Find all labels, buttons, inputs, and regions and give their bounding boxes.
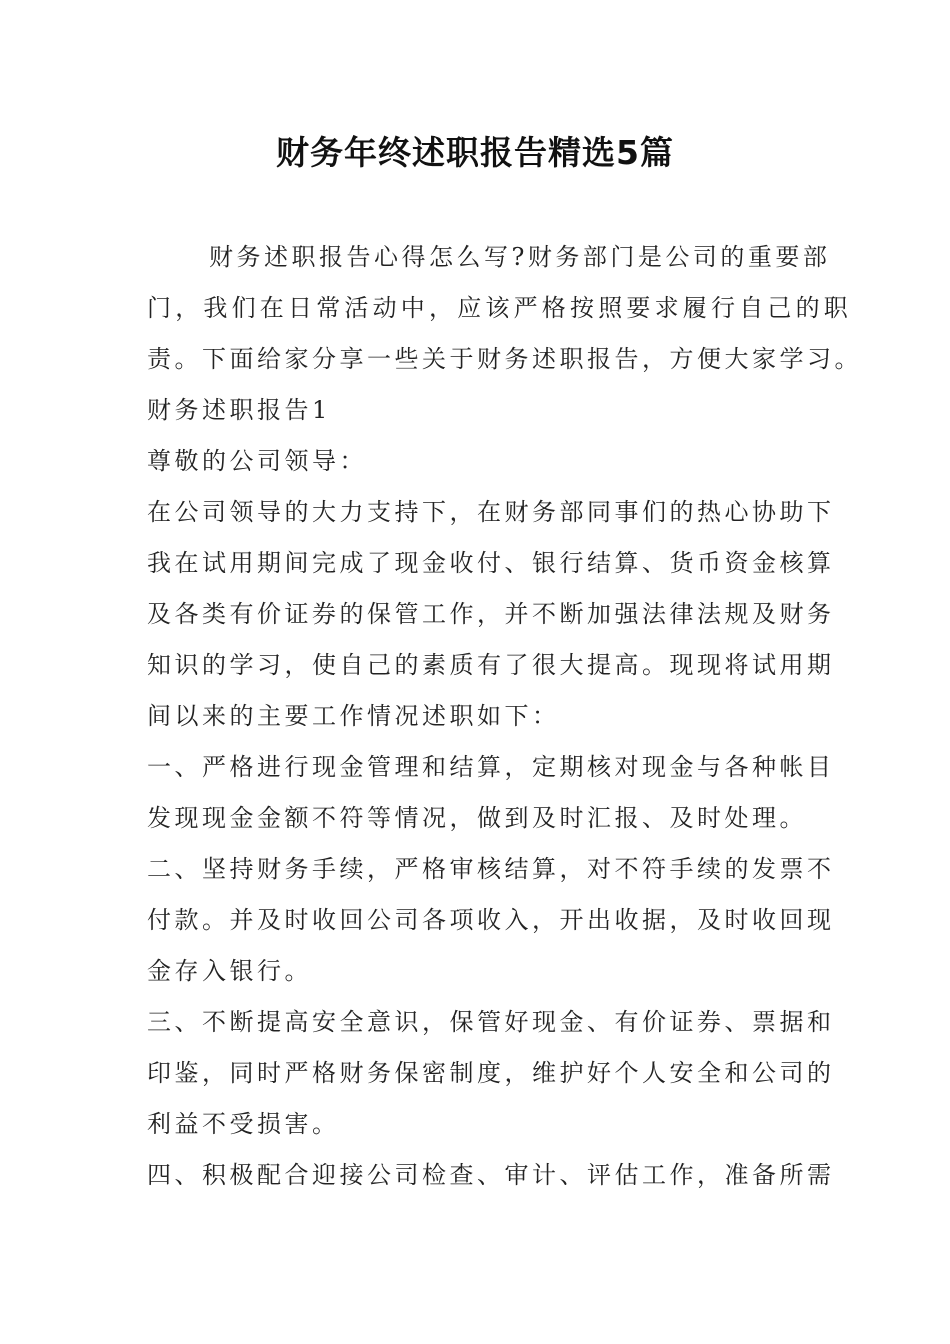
list-item-line: 三、不断提高安全意识，保管好现金、有价证券、票据和 <box>147 1008 835 1036</box>
salutation: 尊敬的公司领导： <box>147 447 367 475</box>
paragraph-line: 责。下面给家分享一些关于财务述职报告，方便大家学习。 <box>147 345 862 373</box>
list-item-line: 一、严格进行现金管理和结算，定期核对现金与各种帐目 <box>147 753 835 781</box>
list-item-line: 金存入银行。 <box>147 957 312 985</box>
list-item-line: 二、坚持财务手续，严格审核结算，对不符手续的发票不 <box>147 855 835 883</box>
paragraph-line: 知识的学习，使自己的素质有了很大提高。现现将试用期 <box>147 651 835 679</box>
document-title: 财务年终述职报告精选5篇 <box>276 133 674 172</box>
list-item-line: 印鉴，同时严格财务保密制度，维护好个人安全和公司的 <box>147 1059 835 1087</box>
list-item-line: 发现现金金额不符等情况，做到及时汇报、及时处理。 <box>147 804 807 832</box>
paragraph-line: 及各类有价证券的保管工作，并不断加强法律法规及财务 <box>147 600 835 628</box>
list-item-line: 利益不受损害。 <box>147 1110 340 1138</box>
paragraph-line: 财务述职报告心得怎么写?财务部门是公司的重要部 <box>209 243 831 271</box>
section-heading: 财务述职报告1 <box>147 396 331 424</box>
list-item-line: 付款。并及时收回公司各项收入，开出收据，及时收回现 <box>147 906 835 934</box>
paragraph-line: 间以来的主要工作情况述职如下： <box>147 702 560 730</box>
paragraph-line: 在公司领导的大力支持下，在财务部同事们的热心协助下 <box>147 498 835 526</box>
paragraph-line: 我在试用期间完成了现金收付、银行结算、货币资金核算 <box>147 549 835 577</box>
document-body <box>147 232 862 1201</box>
paragraph-line: 门，我们在日常活动中，应该严格按照要求履行自己的职 <box>147 294 852 322</box>
list-item-line: 四、积极配合迎接公司检查、审计、评估工作，准备所需 <box>147 1161 835 1189</box>
